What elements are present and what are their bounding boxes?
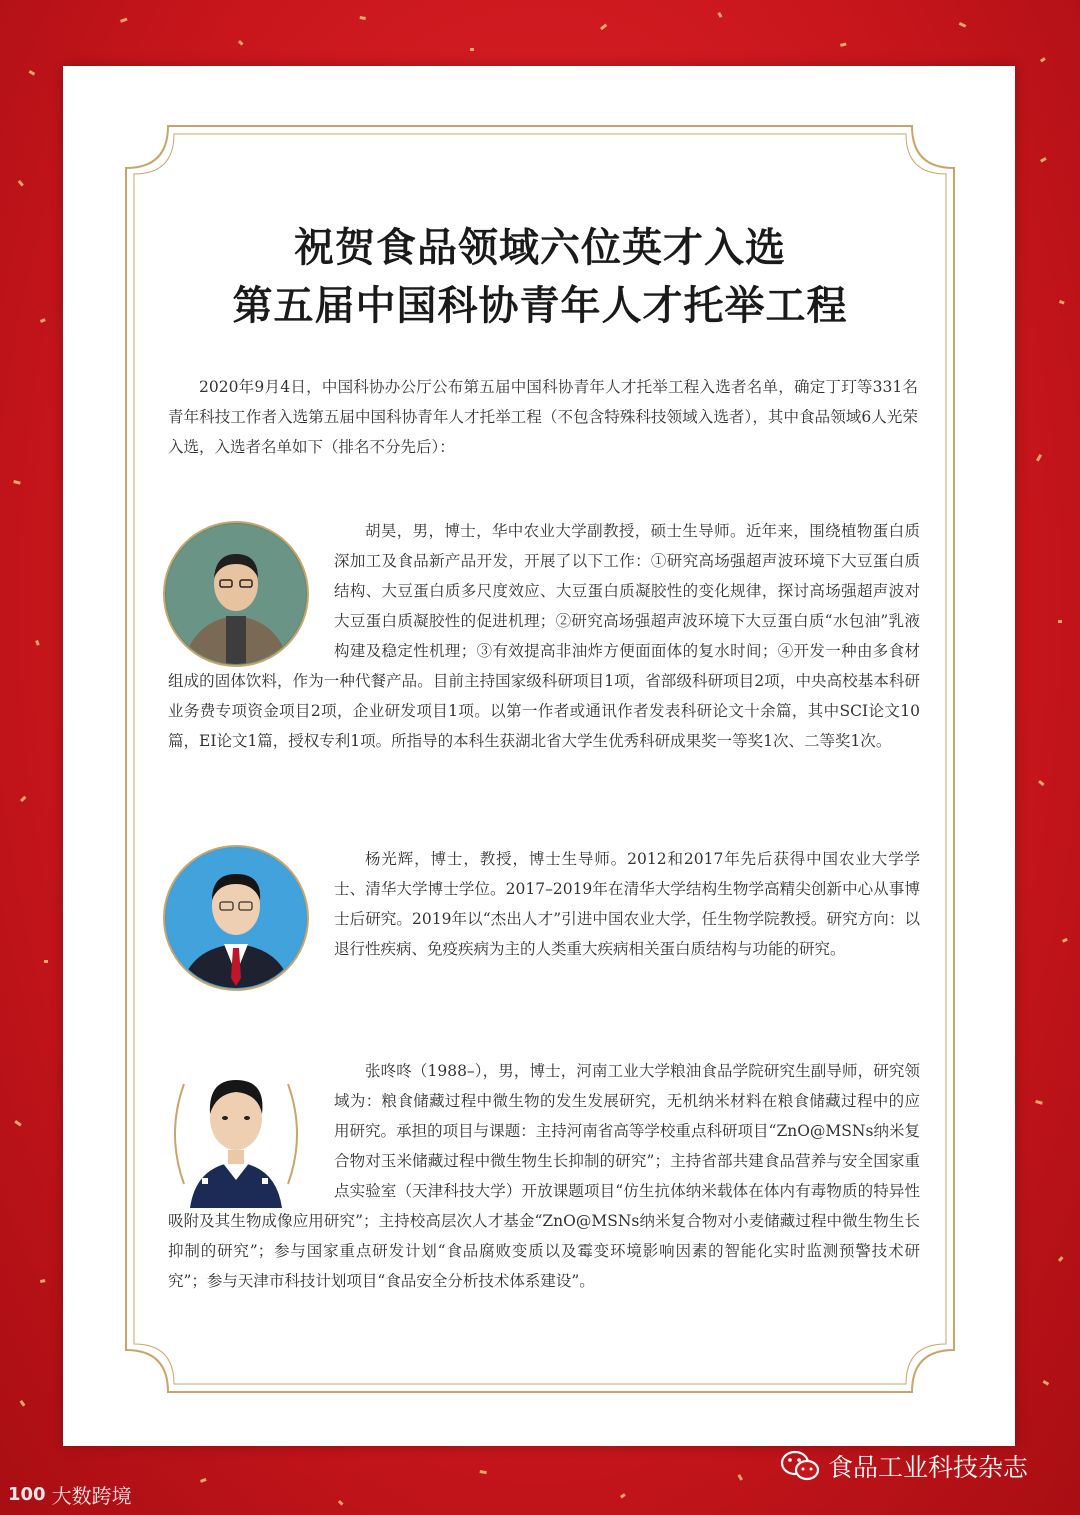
profile-bio-text: 张咚咚（1988–），男，博士，河南工业大学粮油食品学院研究生副导师，研究领域为：粮食储藏过程中微生物的发生发展研究，无机纳米材料在粮食储藏过程中的应用研究。承担的项目与课题：主持河南省高等学校重点科研项目“ZnO@MSNs纳米复合物对玉米储藏过程中微生物生长抑制的研究”；主持省部共建食品营养与安全国家重点实验室（天津科技大学）开放课题项目“仿生抗体纳米载体在体内有毒物质的特异性吸附及其生物成像应用研究”；主持校高层次人才基金“ZnO@MSNs纳米复合物对小麦储藏过程中微生物生长抑制的研究”；参与国家重点研发计划“食品腐败变质以及霉变环境影响因素的智能化实时监测预警技术研究”；参与天津市科技计划项目“食品安全分析技术体系建设”。 xyxy=(168,1062,920,1290)
dashu-logo-icon: 100 xyxy=(8,1484,46,1505)
wechat-icon xyxy=(780,1450,820,1482)
portrait-photo-zhang-dongdong xyxy=(162,1060,310,1208)
watermark-right-text: 食品工业科技杂志 xyxy=(828,1453,1029,1482)
portrait-photo-yang-guanghui xyxy=(162,844,310,992)
page-title-line-1: 祝贺食品领域六位英才入选 xyxy=(294,225,786,271)
intro-paragraph: 2020年9月4日，中国科协办公厅公布第五届中国科协青年人才托举工程入选者名单，确定丁玎等331名青年科技工作者入选第五届中国科协青年人才托举工程（不包含特殊科技领域入选者），其中食品领域6人光荣入选，入选者名单如下（排名不分先后）： xyxy=(168,378,918,456)
page-title-line-2: 第五届中国科协青年人才托举工程 xyxy=(232,283,848,329)
watermark-wechat-account xyxy=(780,1448,1028,1484)
watermark-dashu-kuajing xyxy=(8,1480,132,1509)
portrait-photo-hu-hao xyxy=(162,520,310,668)
profile-bio-text: 杨光辉，博士，教授，博士生导师。2012和2017年先后获得中国农业大学学士、清华大学博士学位。2017–2019年在清华大学结构生物学高精尖创新中心从事博士后研究。2019年以“杰出人才”引进中国农业大学，任生物学院教授。研究方向：以退行性疾病、免疫疾病为主的人类重大疾病相关蛋白质结构与功能的研究。 xyxy=(334,850,920,958)
watermark-left-text: 大数跨境 xyxy=(51,1484,132,1508)
profile-bio-text: 胡昊，男，博士，华中农业大学副教授，硕士生导师。近年来，围绕植物蛋白质深加工及食品新产品开发，开展了以下工作：①研究高场强超声波环境下大豆蛋白质结构、大豆蛋白质多尺度效应、大豆蛋白质凝胶性的变化规律，探讨高场强超声波对大豆蛋白质凝胶性的促进机理；②研究高场强超声波环境下大豆蛋白质“水包油”乳液构建及稳定性机理；③有效提高非油炸方便面面体的复水时间；④开发一种由多食材组成的固体饮料，作为一种代餐产品。目前主持国家级科研项目1项，省部级科研项目2项，中央高校基本科研业务费专项资金项目2项，企业研发项目1项。以第一作者或通讯作者发表科研论文十余篇，其中SCI论文10篇，EI论文1篇，授权专利1项。所指导的本科生获湖北省大学生优秀科研成果奖一等奖1次、二等奖1次。 xyxy=(168,522,920,750)
